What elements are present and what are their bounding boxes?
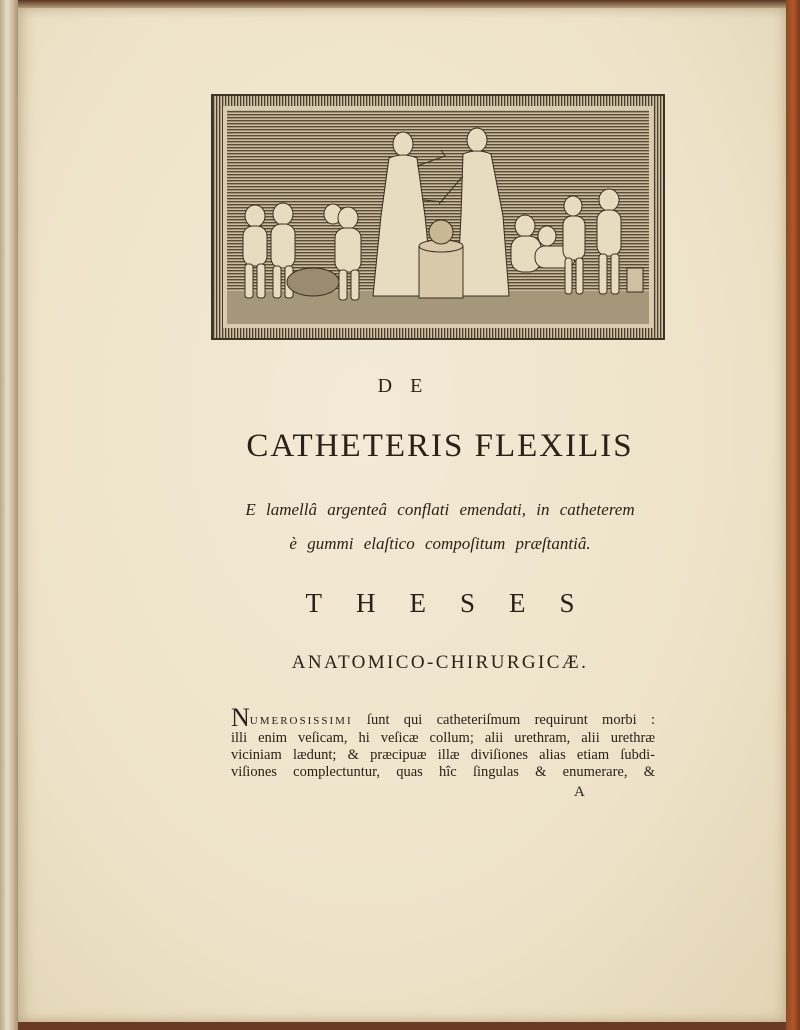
body-paragraph: [231, 703, 655, 781]
body-line-4: viſiones complectuntur, quas hîc ſingulas & enumerare, &: [231, 764, 655, 780]
body-line-3: viciniam lædunt; & præcipuæ illæ diviſiones alias etiam ſubdi-: [231, 747, 655, 763]
body-line-1-text: ſunt qui catheteriſmum requirunt morbi :: [352, 712, 655, 728]
body-line-1: [231, 703, 655, 732]
drop-cap: N: [231, 703, 250, 732]
engraved-vignette: [211, 94, 665, 340]
small-caps-word: UMEROSISSIMI: [249, 715, 353, 727]
anatomico-heading: ANATOMICO-CHIRURGICÆ.: [291, 652, 589, 673]
subtitle-line-1: E lamellâ argenteâ conflati emendati, in catheterem: [245, 500, 635, 519]
heading-de: DE: [377, 375, 441, 397]
theses-heading: THESES: [305, 588, 609, 618]
page-title: CATHETERIS FLEXILIS: [246, 428, 634, 464]
signature-mark: A: [574, 784, 585, 800]
subtitle-line-2: è gummi elaſtico compoſitum præſtantiâ.: [289, 534, 591, 553]
body-line-2: illi enim veſicam, hi veſicæ collum; alii urethram, alii urethræ: [231, 730, 655, 746]
